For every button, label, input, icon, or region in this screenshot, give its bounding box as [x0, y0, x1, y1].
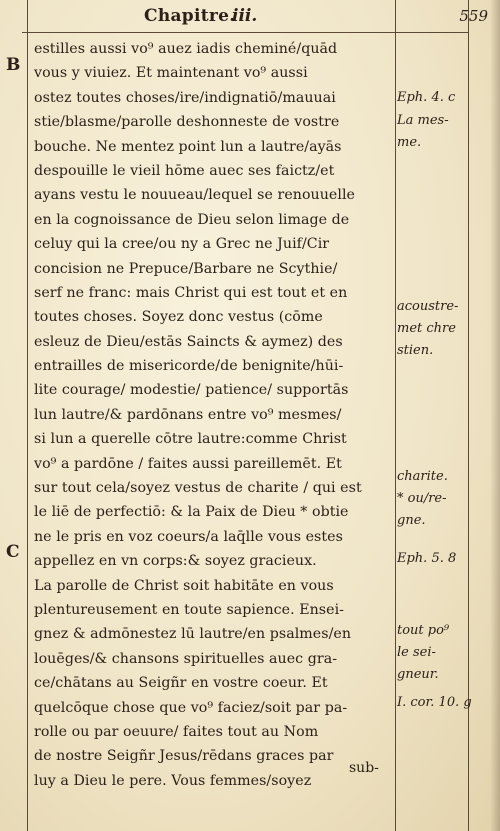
margin-note: le sei-	[397, 645, 436, 660]
margin-note: acoustre-	[397, 299, 459, 314]
text-line: sur tout cela/soyez vestus de charite / qui est	[34, 480, 362, 497]
text-line: concision ne Prepuce/Barbare ne Scythie/	[34, 260, 338, 277]
running-title: Chapitre.	[144, 6, 236, 26]
text-line: quelcōque chose que vo⁹ faciez/soit par pa-	[34, 699, 348, 716]
text-line: esleuz de Dieu/estās Saincts & aymez) des	[34, 333, 343, 350]
margin-note: me.	[397, 135, 422, 150]
page-edge-shadow	[490, 0, 500, 831]
text-line: lite courage/ modestie/ patience/ supportās	[34, 382, 349, 399]
text-line: lun lautre/& pardōnans entre vo⁹ mesmes/	[34, 406, 342, 423]
margin-note: Eph. 5. 8	[397, 551, 457, 566]
margin-note: met chre	[397, 321, 456, 336]
text-line: serf ne franc: mais Christ qui est tout et en	[34, 284, 348, 301]
text-line: en la cognoissance de Dieu selon limage de	[34, 211, 350, 228]
text-line: celuy qui la cree/ou ny a Grec ne Juif/Cir	[34, 236, 330, 253]
margin-letter-b: B	[6, 55, 21, 75]
margin-note: I. cor. 10. g	[397, 695, 472, 710]
body-text	[34, 37, 396, 793]
text-line: toutes choses. Soyez donc vestus (cōme	[34, 309, 323, 326]
text-line: ne le pris en voz coeurs/a laq̄lle vous estes	[34, 528, 343, 545]
text-line: de nostre Seigñr Jesus/rēdans graces par	[34, 748, 334, 765]
text-line: si lun a querelle cōtre lautre:comme Christ	[34, 431, 347, 448]
text-line: ce/chātans au Seigñr en vostre coeur. Et	[34, 675, 328, 692]
text-line: appellez en vn corps:& soyez gracieux.	[34, 553, 317, 570]
margin-note: tout po⁹	[397, 623, 450, 638]
text-line: vous y viuiez. Et maintenant vo⁹ aussi	[34, 65, 308, 82]
text-line: stie/blasme/parolle deshonneste de vostre	[34, 114, 340, 131]
text-line: La parolle de Christ soit habitāte en vous	[34, 577, 334, 594]
left-rule	[27, 0, 28, 831]
text-line: gnez & admōnestez lū lautre/en psalmes/en	[34, 626, 352, 643]
running-header	[0, 4, 500, 28]
text-line: despouille le vieil hōme auec ses faictz/et	[34, 162, 335, 179]
text-line: ostez toutes choses/ire/indignatiō/mauuai	[34, 89, 336, 106]
header-rule	[22, 32, 468, 33]
margin-note: gne.	[397, 513, 426, 528]
margin-note: * ou/re-	[397, 491, 447, 506]
text-line: bouche. Ne mentez point lun a lautre/ayās	[34, 138, 342, 155]
margin-note: stien.	[397, 343, 434, 358]
text-line: vo⁹ a pardōne / faites aussi pareillemēt. Et	[34, 455, 342, 472]
chapter-number: iii.	[232, 6, 258, 26]
text-line: estilles aussi vo⁹ auez iadis cheminé/quād	[34, 41, 338, 57]
margin-note: charite.	[397, 469, 448, 484]
margin-note: gneur.	[397, 667, 439, 682]
margin-note: La mes-	[397, 113, 449, 128]
margin-note: Eph. 4. c	[397, 90, 456, 105]
text-line: rolle ou par oeuure/ faites tout au Nom	[34, 723, 319, 740]
text-line: plentureusement en toute sapience. Ensei-	[34, 601, 345, 618]
text-line: louēges/& chansons spirituelles auec gra-	[34, 650, 338, 667]
text-line: luy a Dieu le pere. Vous femmes/soyez	[34, 772, 312, 789]
text-line: ayans vestu le nouueau/lequel se renouuelle	[34, 187, 356, 204]
text-line: entrailles de misericorde/de benignite/hūi-	[34, 358, 344, 375]
catchword: sub-	[349, 760, 379, 776]
text-line: le liē de perfectiō: & la Paix de Dieu * obtie	[34, 504, 349, 521]
page-number: 559	[459, 7, 488, 25]
margin-letter-c: C	[6, 542, 20, 562]
